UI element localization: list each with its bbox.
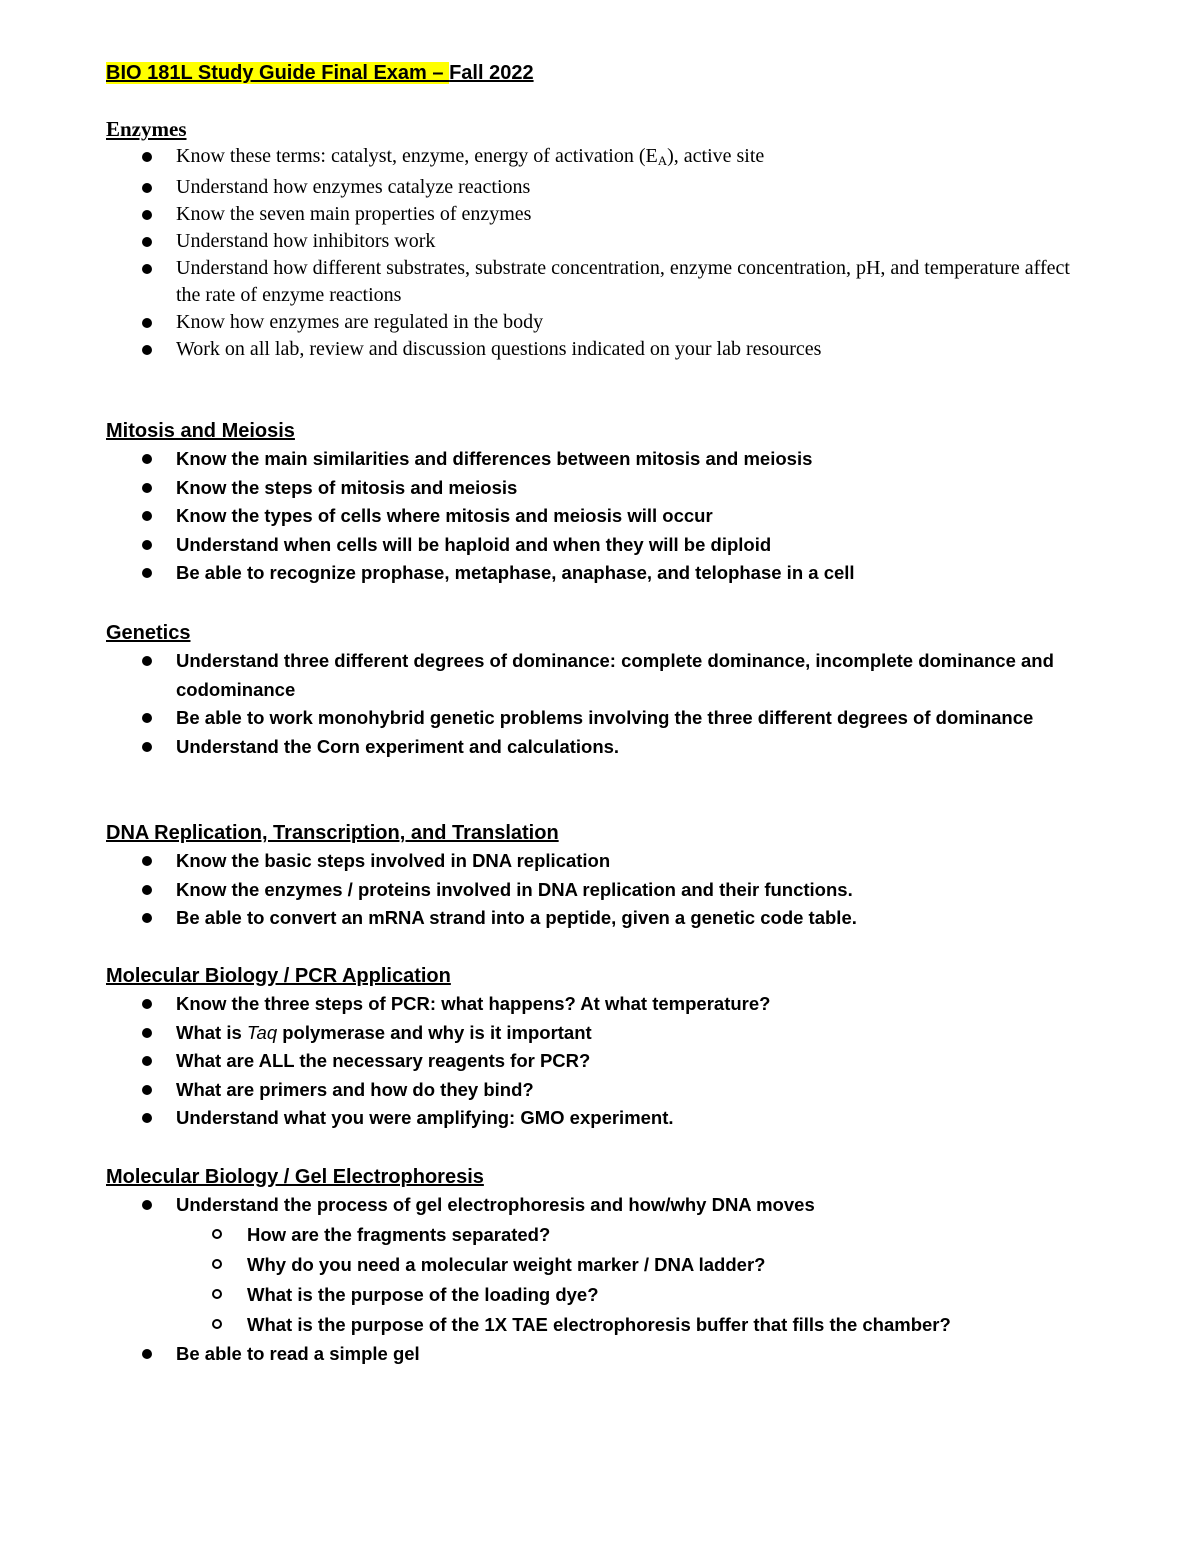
bullet-icon	[142, 1056, 152, 1066]
circle-bullet-icon	[212, 1259, 222, 1269]
section-mitosis-meiosis	[106, 417, 1106, 588]
bullet-icon	[142, 568, 152, 578]
genetics-list	[106, 647, 1106, 761]
list-item: Know how enzymes are regulated in the body	[106, 309, 1076, 336]
list-item: Understand the Corn experiment and calculations.	[106, 733, 1076, 762]
bullet-icon	[142, 454, 152, 464]
list-item: What are primers and how do they bind?	[106, 1076, 1076, 1105]
list-item: Be able to convert an mRNA strand into a peptide, given a genetic code table.	[106, 904, 1076, 933]
bullet-icon	[142, 1113, 152, 1123]
bullet-icon	[142, 713, 152, 723]
gel-list	[106, 1191, 1106, 1368]
list-item: Know these terms: catalyst, enzyme, energy of activation $(E_A)$, active site	[106, 143, 1076, 174]
list-item: What is Taq polymerase and why is it important	[106, 1019, 1076, 1048]
bullet-icon	[142, 264, 152, 274]
section-heading-gel: Molecular Biology / Gel Electrophoresis	[106, 1166, 484, 1188]
circle-bullet-icon	[212, 1289, 222, 1299]
dna-list	[106, 847, 1106, 933]
pcr-list	[106, 990, 1106, 1133]
bullet-icon	[142, 742, 152, 752]
sub-list-item: Why do you need a molecular weight marker / DNA ladder?	[176, 1250, 1076, 1280]
section-heading-genetics: Genetics	[106, 622, 191, 644]
bullet-icon	[142, 1085, 152, 1095]
bullet-icon	[142, 656, 152, 666]
bullet-icon	[142, 540, 152, 550]
section-heading-enzymes: Enzymes	[106, 117, 187, 141]
list-item: Be able to read a simple gel	[106, 1340, 1076, 1369]
sub-list-item: What is the purpose of the loading dye?	[176, 1280, 1076, 1310]
section-heading-pcr: Molecular Biology / PCR Application	[106, 965, 451, 987]
section-gel-electrophoresis	[106, 1163, 1106, 1368]
title-highlighted: BIO 181L Study Guide Final Exam –	[106, 62, 450, 84]
bullet-icon	[142, 1200, 152, 1210]
bullet-icon	[142, 856, 152, 866]
list-item: Understand how inhibitors work	[106, 228, 1076, 255]
list-item: Be able to recognize prophase, metaphase, anaphase, and telophase in a cell	[106, 559, 1076, 588]
list-item: Work on all lab, review and discussion questions indicated on your lab resources	[106, 336, 1076, 363]
list-item: Understand the process of gel electrophoresis and how/why DNA moves How are the fragments separated? Why do you need a molecular weight marker / DNA ladder? What is the purpose of the loading dye? What is the purpose of the 1X TAE electrophoresis buffer that fills the chamber?	[106, 1191, 1076, 1340]
document-title	[106, 60, 534, 86]
list-item: Know the basic steps involved in DNA replication	[106, 847, 1076, 876]
bullet-icon	[142, 210, 152, 220]
list-item: Understand what you were amplifying: GMO experiment.	[106, 1104, 1076, 1133]
section-heading-mitosis: Mitosis and Meiosis	[106, 420, 295, 442]
bullet-icon	[142, 318, 152, 328]
mitosis-list	[106, 445, 1106, 588]
list-item: Know the seven main properties of enzymes	[106, 201, 1076, 228]
list-item: Know the enzymes / proteins involved in DNA replication and their functions.	[106, 876, 1076, 905]
list-item: Know the main similarities and differences between mitosis and meiosis	[106, 445, 1076, 474]
bullet-icon	[142, 237, 152, 247]
section-enzymes	[106, 115, 1106, 363]
list-item: Understand how enzymes catalyze reactions	[106, 174, 1076, 201]
list-item: Understand how different substrates, substrate concentration, enzyme concentration, pH, and temperature affect the rate of enzyme reactions	[106, 255, 1076, 309]
bullet-icon	[142, 1028, 152, 1038]
section-dna-replication	[106, 819, 1106, 933]
sub-list-item: What is the purpose of the 1X TAE electrophoresis buffer that fills the chamber?	[176, 1310, 1076, 1340]
list-item: Understand three different degrees of dominance: complete dominance, incomplete dominance and codominance	[106, 647, 1076, 704]
list-item: Understand when cells will be haploid and when they will be diploid	[106, 531, 1076, 560]
list-item: Know the types of cells where mitosis and meiosis will occur	[106, 502, 1076, 531]
bullet-icon	[142, 885, 152, 895]
bullet-icon	[142, 913, 152, 923]
bullet-icon	[142, 152, 152, 162]
section-pcr	[106, 962, 1106, 1133]
circle-bullet-icon	[212, 1319, 222, 1329]
bullet-icon	[142, 1349, 152, 1359]
bullet-icon	[142, 511, 152, 521]
bullet-icon	[142, 345, 152, 355]
list-item: Know the steps of mitosis and meiosis	[106, 474, 1076, 503]
list-item: Be able to work monohybrid genetic problems involving the three different degrees of dominance	[106, 704, 1076, 733]
section-genetics	[106, 619, 1106, 761]
title-year: Fall 2022	[449, 62, 534, 84]
enzymes-list	[106, 143, 1106, 363]
sub-list-item: How are the fragments separated?	[176, 1220, 1076, 1250]
bullet-icon	[142, 483, 152, 493]
list-item: What are ALL the necessary reagents for PCR?	[106, 1047, 1076, 1076]
circle-bullet-icon	[212, 1229, 222, 1239]
bullet-icon	[142, 183, 152, 193]
gel-sub-list	[176, 1220, 1076, 1340]
section-heading-dna: DNA Replication, Transcription, and Translation	[106, 822, 559, 844]
bullet-icon	[142, 999, 152, 1009]
list-item: Know the three steps of PCR: what happens? At what temperature?	[106, 990, 1076, 1019]
